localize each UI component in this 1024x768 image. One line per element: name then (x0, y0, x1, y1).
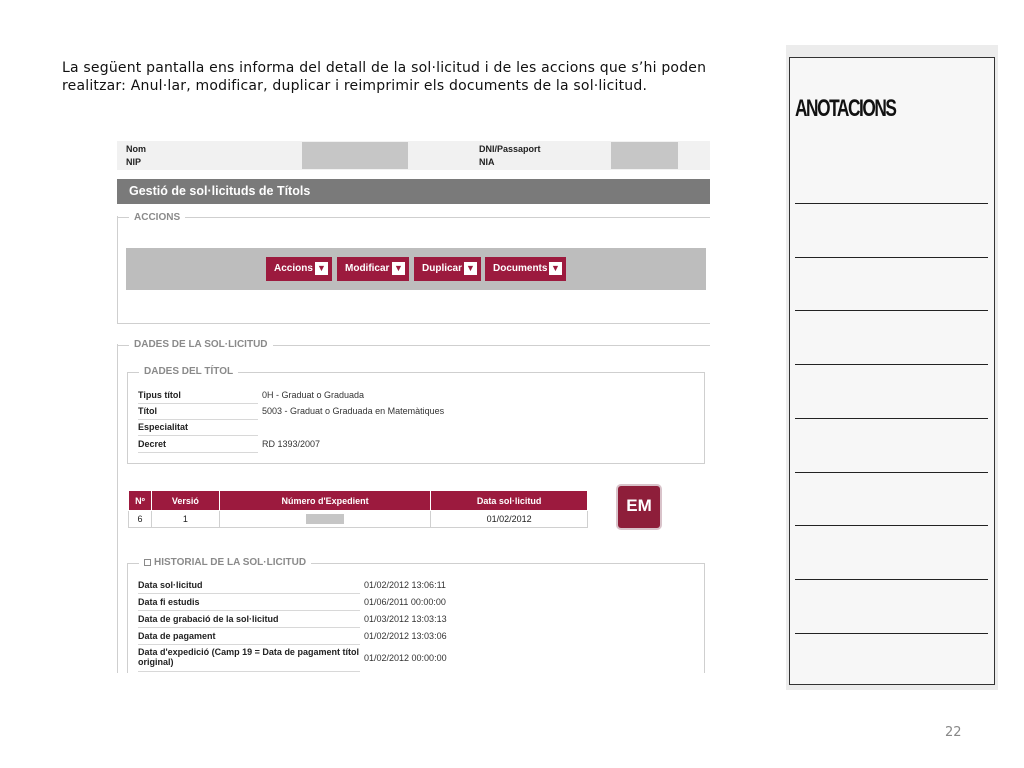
em-button[interactable]: EM (618, 486, 660, 528)
table-header: Número d'Expedient (219, 491, 431, 511)
table-cell: 1 (151, 511, 219, 528)
annotation-line (795, 203, 988, 204)
table-row[interactable] (129, 511, 588, 528)
accions-legend: ACCIONS (129, 212, 185, 223)
chevron-down-icon: ▼ (392, 262, 405, 275)
duplicar-button[interactable]: Duplicar ▼ (414, 257, 481, 281)
annotations-title: ANOTACIONS (795, 95, 896, 122)
table-cell: 01/02/2012 (431, 511, 588, 528)
accions-button[interactable]: Accions ▼ (266, 257, 332, 281)
page-number: 22 (945, 725, 962, 740)
redacted-name (302, 142, 408, 169)
nia-label: NIA (479, 157, 495, 167)
table-header: Versió (151, 491, 219, 511)
intro-text: La següent pantalla ens informa del detall de la sol·licitud i de les accions que s’hi poden realitzar: Anul·lar, modificar, duplicar i reimprimir els documents de la sol·licitud. (62, 60, 707, 94)
annotation-line (795, 364, 988, 365)
modificar-button[interactable]: Modificar ▼ (337, 257, 409, 281)
annotation-line (795, 418, 988, 419)
app-screenshot: Nom NIP DNI/Passaport NIA Gestió de sol·licituds de Títols ACCIONS Accions ▼ Modificar ▼ Duplicar ▼ Documents ▼ DADES DE LA SOL·LICITUD DADES DEL TÍTOL Tipus títol 0H - Graduat o Graduada Títol 5003 - Graduat o Graduada en Matemàtiques Especialitat Decret RD 1393/2007 Nº Versió Número d'Expedient Data sol·licitud 6 1 01/02/2012 EM HISTORIAL DE LA SOL·LICITUD Data sol·licitud 01/02/2012 13:06:11 Data fi estudis 01/06/2011 00:00:00 Data de grabació de la sol·licitud 01/03/2012 13:03:13 Data de pagament 01/02/2012 13:03:06 Data d'expedició (Camp 19 = Data de pagament títol original) 01/02/2012 00:00:00 (117, 141, 710, 673)
nip-label: NIP (126, 157, 142, 167)
annotation-line (795, 257, 988, 258)
dni-label: DNI/Passaport (479, 144, 541, 154)
chevron-down-icon: ▼ (315, 262, 328, 275)
titol-fieldset (127, 372, 705, 464)
nom-label: Nom (126, 144, 146, 154)
user-info-bar (117, 141, 710, 170)
annotations-panel (789, 57, 995, 685)
annotation-line (795, 525, 988, 526)
annotation-line (795, 472, 988, 473)
chevron-down-icon: ▼ (464, 262, 477, 275)
expedient-table (128, 490, 588, 528)
annotation-line (795, 633, 988, 634)
titol-legend: DADES DEL TÍTOL (139, 366, 238, 377)
annotation-line (795, 310, 988, 311)
table-header: Nº (129, 491, 152, 511)
chevron-down-icon: ▼ (549, 262, 562, 275)
redacted-dni (611, 142, 678, 169)
dades-legend: DADES DE LA SOL·LICITUD (129, 339, 273, 350)
table-cell: 6 (129, 511, 152, 528)
annotation-line (795, 579, 988, 580)
historial-legend: HISTORIAL DE LA SOL·LICITUD (139, 557, 311, 568)
collapse-icon[interactable] (144, 559, 151, 566)
page-title: Gestió de sol·licituds de Títols (117, 179, 710, 204)
table-header: Data sol·licitud (431, 491, 588, 511)
redacted-expedient (306, 514, 344, 524)
documents-button[interactable]: Documents ▼ (485, 257, 566, 281)
table-cell (219, 511, 431, 528)
